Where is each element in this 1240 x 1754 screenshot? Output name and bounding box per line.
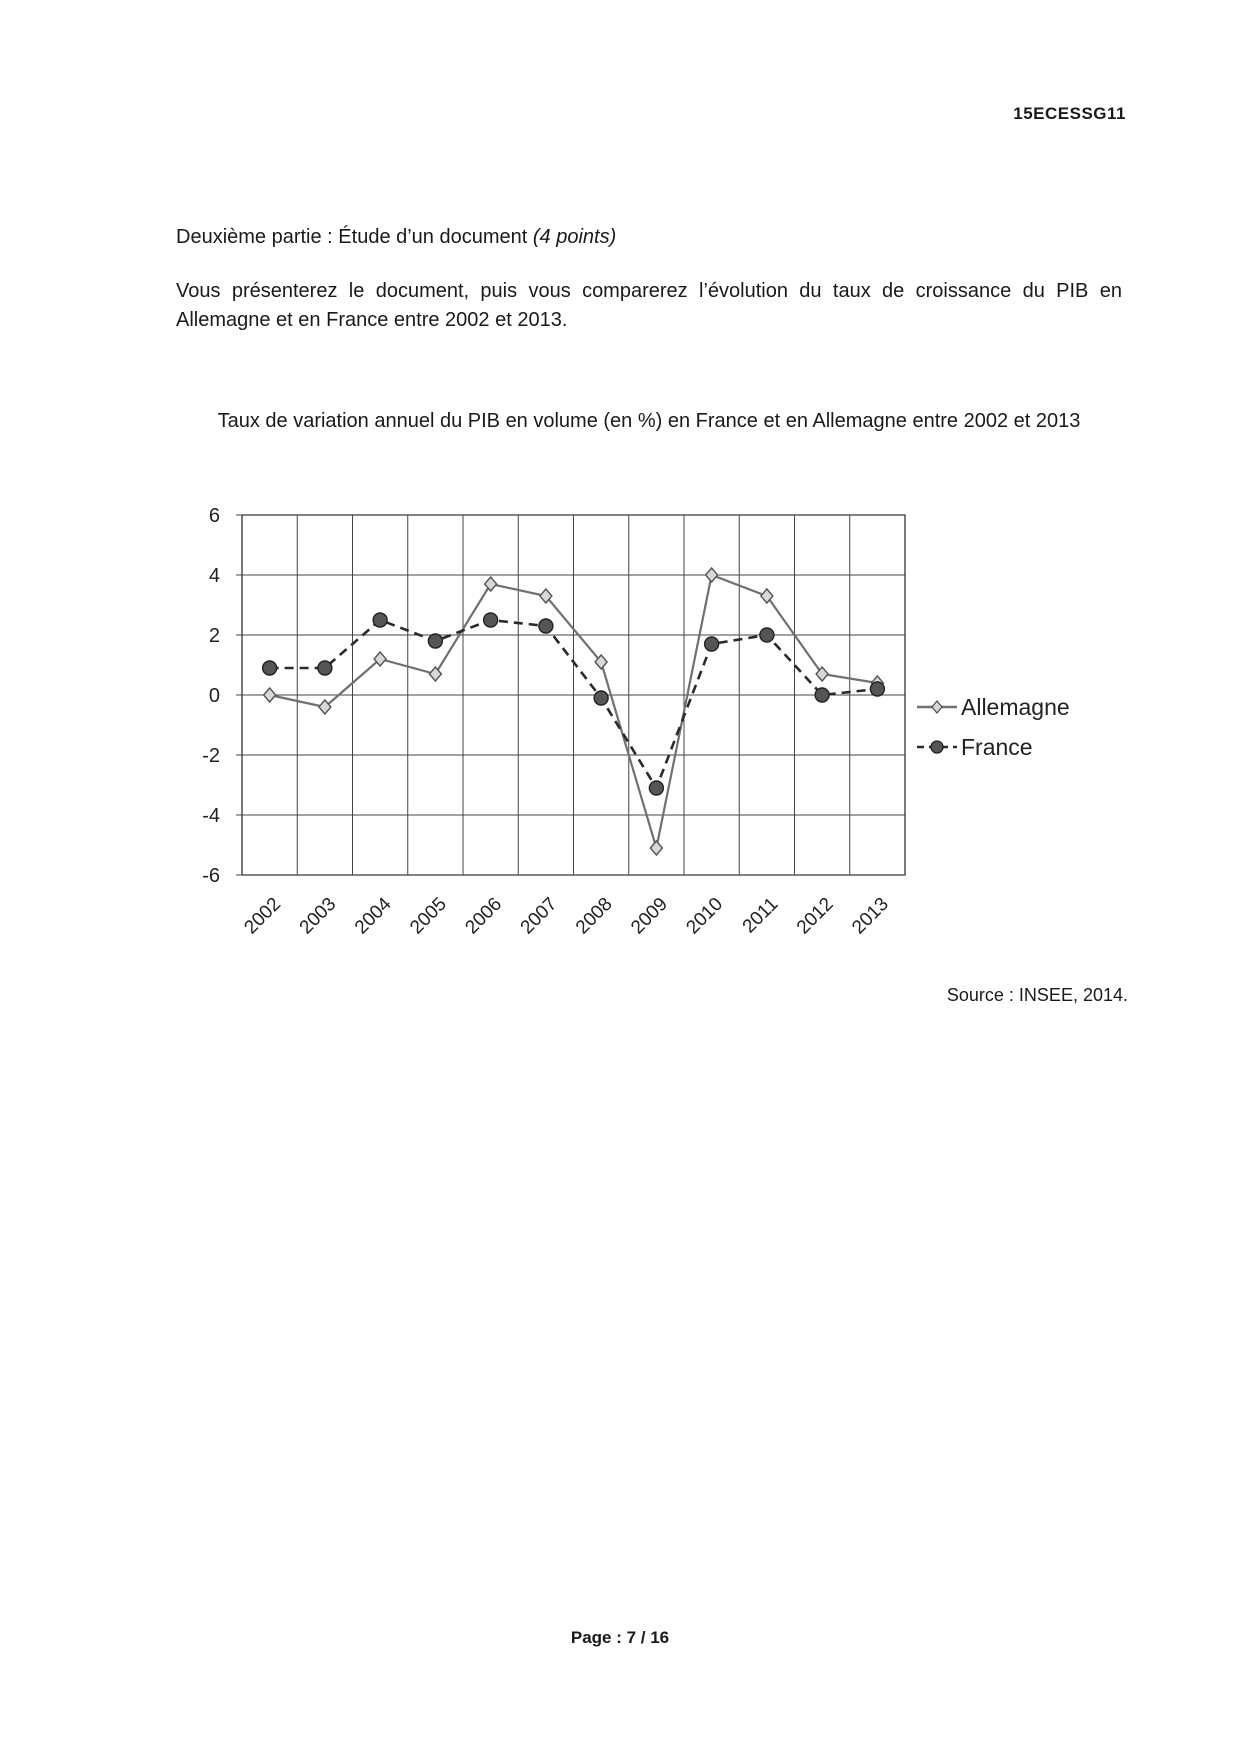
data-point-france: [428, 634, 442, 648]
legend-item-france: [917, 734, 1033, 760]
legend-item-allemagne: [917, 694, 1070, 720]
y-tick-label: 6: [208, 505, 220, 527]
x-tick-label: 2012: [792, 893, 838, 939]
source-note: Source : INSEE, 2014.: [946, 985, 1128, 1005]
x-tick-label: 2008: [571, 893, 617, 939]
data-point-france: [373, 613, 387, 627]
legend-marker: [932, 701, 942, 713]
section-heading: [176, 226, 616, 249]
x-tick-label: 2003: [295, 893, 341, 939]
x-tick-label: 2011: [738, 893, 783, 938]
x-tick-label: 2005: [406, 893, 451, 939]
x-tick-label: 2004: [350, 893, 396, 939]
chart-title: Taux de variation annuel du PIB en volume (en %) en France et en Allemagne entre 2002 et 2013: [217, 410, 1081, 432]
y-tick-label: 4: [208, 565, 220, 587]
x-tick-label: 2006: [461, 893, 507, 939]
legend-label: France: [961, 734, 1033, 760]
data-point-france: [760, 628, 774, 642]
data-point-france: [318, 661, 332, 675]
y-tick-label: -6: [202, 865, 220, 887]
legend-label: Allemagne: [961, 694, 1070, 720]
x-tick-label: 2010: [682, 893, 728, 939]
data-point-france: [870, 682, 884, 696]
data-point-france: [815, 688, 829, 702]
x-tick-label: 2007: [516, 893, 562, 939]
y-tick-label: -2: [202, 745, 220, 767]
line-chart: [190, 500, 1090, 970]
x-tick-label: 2013: [848, 893, 893, 939]
data-point-france: [649, 781, 663, 795]
section-heading-text: Deuxième partie : Étude d’un document: [176, 226, 528, 248]
data-point-france: [484, 613, 498, 627]
page-number: Page : 7 / 16: [570, 1628, 670, 1647]
data-point-france: [263, 661, 277, 675]
x-tick-label: 2009: [627, 893, 672, 939]
data-point-france: [594, 691, 608, 705]
data-point-france: [539, 619, 553, 633]
section-points: (4 points): [532, 226, 617, 248]
y-tick-label: -4: [202, 805, 220, 827]
instructions-text: Vous présenterez le document, puis vous comparerez l’évolution du taux de croissance du PIB en Allemagne et en France entre 2002 et 2013.: [176, 280, 1122, 331]
legend-marker: [931, 741, 943, 753]
y-tick-label: 0: [208, 685, 220, 707]
data-point-france: [705, 637, 719, 651]
y-tick-label: 2: [208, 625, 220, 647]
x-tick-label: 2002: [240, 893, 286, 939]
document-code: 15ECESSG11: [1013, 104, 1126, 123]
